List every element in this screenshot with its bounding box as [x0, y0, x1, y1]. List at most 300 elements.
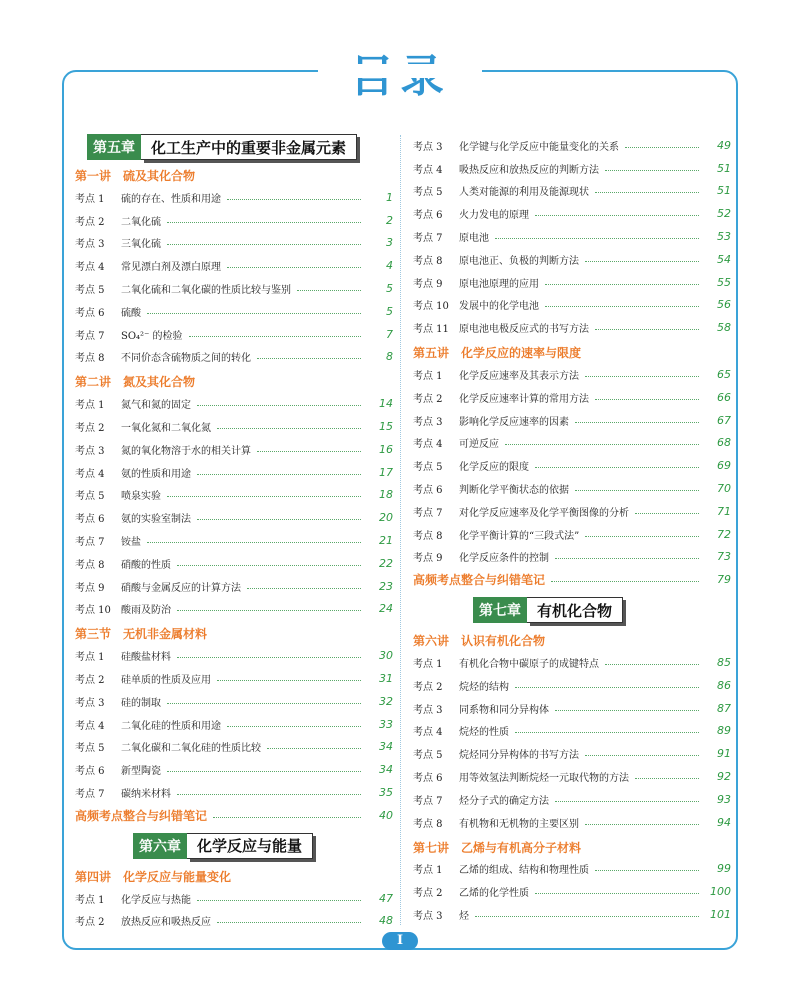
- page-ref: 68: [717, 436, 731, 450]
- chapter-title: 有机化合物: [527, 597, 623, 623]
- entry-label: 考点 3: [413, 416, 443, 428]
- entry-label: 考点 6: [75, 307, 105, 319]
- leader-dots: [189, 336, 361, 337]
- leader-dots: [167, 244, 361, 245]
- toc-entry[interactable]: [413, 880, 731, 903]
- leader-dots: [217, 680, 361, 681]
- page-ref: 71: [717, 504, 731, 518]
- page-ref: 101: [710, 908, 731, 921]
- entry-title: 原电池原理的应用: [459, 278, 539, 290]
- toc-entry[interactable]: [413, 523, 731, 546]
- section-heading[interactable]: 第三节 无机非金属材料: [75, 627, 208, 642]
- leader-dots: [147, 313, 361, 314]
- toc-entry[interactable]: [413, 674, 731, 697]
- entry-title: 化学反应速率计算的常用方法: [459, 393, 589, 405]
- entry-title: 化学反应速率及其表示方法: [459, 371, 579, 383]
- entry-label: 考点 6: [75, 514, 105, 526]
- toc-entry[interactable]: [75, 254, 393, 277]
- entry-title: 烷烃的结构: [459, 681, 509, 693]
- leader-dots: [475, 916, 699, 917]
- page-ref: 89: [717, 724, 731, 738]
- leader-dots: [147, 542, 361, 543]
- leader-dots: [595, 399, 699, 400]
- page-ref: 4: [386, 259, 393, 273]
- entry-title: 化学键与化学反应中能量变化的关系: [459, 141, 619, 153]
- toc-entry[interactable]: [75, 598, 393, 621]
- entry-title: 常见漂白剂及漂白原理: [121, 262, 221, 274]
- page-ref: 100: [710, 885, 731, 899]
- chapter-title: 化工生产中的重要非金属元素: [141, 134, 357, 160]
- entry-title: 判断化学平衡状态的依据: [459, 485, 569, 497]
- entry-label: 考点 5: [75, 743, 105, 755]
- entry-title: 原电池电极反应式的书写方法: [459, 324, 589, 336]
- entry-title: 原电池: [459, 233, 489, 245]
- leader-dots: [177, 794, 361, 795]
- leader-dots: [257, 451, 361, 452]
- toc-entry[interactable]: [75, 667, 393, 690]
- entry-label: 考点 9: [413, 278, 443, 290]
- entry-label: 考点 2: [75, 675, 105, 687]
- entry-title: 硫酸: [121, 307, 141, 319]
- entry-label: 考点 1: [75, 400, 105, 412]
- toc-entry[interactable]: [75, 552, 393, 575]
- toc-entry[interactable]: [413, 697, 731, 720]
- toc-entry[interactable]: [413, 432, 731, 455]
- toc-entry[interactable]: [75, 346, 393, 369]
- page-ref: 51: [717, 184, 731, 198]
- entry-label: 考点 8: [413, 818, 443, 830]
- entry-title: 氮气和氮的固定: [121, 400, 191, 412]
- leader-dots: [555, 801, 699, 802]
- leader-dots: [595, 870, 699, 871]
- chapter-number: 第五章: [87, 134, 141, 160]
- leader-dots: [227, 199, 361, 200]
- page-ref: 58: [717, 321, 731, 335]
- page-ref: 72: [717, 527, 731, 541]
- entry-label: 考点 4: [413, 164, 443, 176]
- entry-label: 考点 5: [75, 491, 105, 503]
- entry-title: 化学反应与热能: [121, 894, 191, 906]
- entry-title: 乙烯的化学性质: [459, 888, 529, 900]
- page-ref: 66: [717, 390, 731, 404]
- entry-title: 烷烃同分异构体的书写方法: [459, 750, 579, 762]
- leader-dots: [585, 376, 699, 377]
- toc-entry[interactable]: [75, 461, 393, 484]
- toc-entry[interactable]: [413, 202, 731, 225]
- leader-dots: [197, 474, 361, 475]
- page-number: I: [382, 932, 418, 950]
- page-ref: 56: [717, 298, 731, 312]
- page-ref: 14: [379, 397, 393, 411]
- page-ref: 91: [717, 747, 731, 761]
- leader-dots: [257, 358, 361, 359]
- page-ref: 21: [379, 534, 393, 548]
- section-heading[interactable]: 第二讲 氮及其化合物: [75, 375, 196, 390]
- entry-label: 考点 2: [75, 917, 105, 929]
- entry-title: 一氧化氮和二氧化氮: [121, 423, 211, 435]
- entry-title: 烷烃的性质: [459, 727, 509, 739]
- entry-label: 考点 3: [75, 445, 105, 457]
- leader-dots: [167, 703, 361, 704]
- toc-entry[interactable]: [75, 323, 393, 346]
- toc-left-column: [75, 134, 393, 932]
- leader-dots: [551, 581, 699, 582]
- entry-title: 喷泉实验: [121, 491, 161, 503]
- entry-label: 考点 7: [75, 330, 105, 342]
- entry-label: 考点 3: [75, 697, 105, 709]
- entry-title: 发展中的化学电池: [459, 301, 539, 313]
- summary-title: 高频考点整合与纠错笔记: [75, 808, 208, 823]
- page-ref: 33: [379, 717, 393, 731]
- toc-entry[interactable]: [75, 575, 393, 598]
- leader-dots: [535, 215, 699, 216]
- page-ref: 47: [379, 891, 393, 905]
- entry-label: 考点 3: [413, 704, 443, 716]
- leader-dots: [545, 284, 699, 285]
- page-ref: 52: [717, 207, 731, 221]
- entry-title: 三氧化硫: [121, 239, 161, 251]
- page-ref: 35: [379, 786, 393, 800]
- entry-title: 二氧化硫: [121, 216, 161, 228]
- entry-title: 二氧化硅的性质和用途: [121, 720, 221, 732]
- page-ref: 5: [386, 304, 393, 318]
- toc-entry[interactable]: [413, 651, 731, 674]
- toc-entry[interactable]: [75, 277, 393, 300]
- chapter-number: 第六章: [133, 833, 187, 859]
- toc-entry[interactable]: [413, 363, 731, 386]
- page-ref: 1: [386, 190, 393, 204]
- toc-entry[interactable]: [413, 858, 731, 881]
- leader-dots: [555, 710, 699, 711]
- leader-dots: [535, 467, 699, 468]
- toc-entry[interactable]: [413, 157, 731, 180]
- leader-dots: [605, 170, 699, 171]
- entry-title: 碳纳米材料: [121, 789, 171, 801]
- toc-entry[interactable]: [75, 713, 393, 736]
- leader-dots: [555, 558, 699, 559]
- entry-label: 考点 1: [413, 865, 443, 877]
- entry-title: 有机物和无机物的主要区别: [459, 818, 579, 830]
- page-ref: 49: [717, 138, 731, 152]
- frame-title-gap: [318, 64, 482, 78]
- section-heading[interactable]: 第四讲 化学反应与能量变化: [75, 869, 232, 884]
- page-ref: 7: [386, 327, 393, 341]
- toc-entry[interactable]: [75, 644, 393, 667]
- entry-label: 考点 3: [413, 141, 443, 153]
- toc-entry[interactable]: [413, 294, 731, 317]
- toc-entry[interactable]: [75, 887, 393, 910]
- toc-entry[interactable]: [413, 271, 731, 294]
- leader-dots: [515, 687, 699, 688]
- leader-dots: [585, 824, 699, 825]
- leader-dots: [247, 588, 361, 589]
- leader-dots: [495, 238, 699, 239]
- summary-entry[interactable]: [75, 804, 393, 827]
- entry-title: 硅的制取: [121, 697, 161, 709]
- entry-label: 考点 5: [75, 285, 105, 297]
- column-divider: [400, 135, 401, 925]
- entry-title: 化学平衡计算的“三段式法”: [459, 530, 580, 542]
- entry-title: 硫的存在、性质和用途: [121, 193, 221, 205]
- chapter-title: 化学反应与能量: [187, 833, 313, 859]
- page-ref: 40: [379, 808, 393, 822]
- toc-entry[interactable]: [75, 209, 393, 232]
- page-ref: 69: [717, 459, 731, 473]
- toc-entry[interactable]: [413, 720, 731, 743]
- leader-dots: [505, 444, 699, 445]
- leader-dots: [177, 565, 361, 566]
- entry-title: 新型陶瓷: [121, 766, 161, 778]
- page-ref: 22: [379, 556, 393, 570]
- page-ref: 3: [386, 236, 393, 250]
- toc-entry[interactable]: [413, 386, 731, 409]
- section-heading[interactable]: 第五讲 化学反应的速率与限度: [413, 346, 582, 361]
- entry-label: 考点 3: [413, 911, 443, 922]
- entry-title: 吸热反应和放热反应的判断方法: [459, 164, 599, 176]
- leader-dots: [595, 329, 699, 330]
- leader-dots: [635, 778, 699, 779]
- leader-dots: [575, 422, 699, 423]
- page-ref: 15: [379, 420, 393, 434]
- entry-label: 考点 1: [413, 659, 443, 671]
- entry-title: 同系物和同分异构体: [459, 704, 549, 716]
- toc-entry[interactable]: [75, 484, 393, 507]
- toc-entry[interactable]: [413, 225, 731, 248]
- leader-dots: [515, 732, 699, 733]
- entry-label: 考点 5: [413, 187, 443, 199]
- page-ref: 16: [379, 442, 393, 456]
- leader-dots: [213, 817, 361, 818]
- entry-label: 考点 8: [413, 530, 443, 542]
- entry-title: 可逆反应: [459, 439, 499, 451]
- chapter-number: 第七章: [473, 597, 527, 623]
- page-ref: 94: [717, 815, 731, 829]
- leader-dots: [177, 657, 361, 658]
- entry-label: 考点 6: [75, 766, 105, 778]
- entry-title: 化学反应条件的控制: [459, 553, 549, 565]
- toc-entry[interactable]: [413, 134, 731, 157]
- toc-entry[interactable]: [75, 910, 393, 933]
- toc-entry[interactable]: [413, 788, 731, 811]
- toc-entry[interactable]: [75, 232, 393, 255]
- leader-dots: [297, 290, 361, 291]
- chapter-7-heading[interactable]: [473, 597, 731, 623]
- entry-title: 二氧化硫和二氧化碳的性质比较与鉴别: [121, 285, 291, 297]
- leader-dots: [197, 900, 361, 901]
- entry-label: 考点 7: [75, 789, 105, 801]
- page-ref: 24: [379, 602, 393, 616]
- entry-label: 考点 3: [75, 239, 105, 251]
- entry-title: 不同价态含硫物质之间的转化: [121, 353, 251, 365]
- section-heading[interactable]: 第一讲 硫及其化合物: [75, 169, 196, 183]
- page-ref: 55: [717, 275, 731, 289]
- page-ref: 34: [379, 763, 393, 777]
- entry-label: 考点 4: [75, 468, 105, 480]
- page-ref: 92: [717, 770, 731, 784]
- entry-label: 考点 1: [75, 193, 105, 205]
- entry-title: 有机化合物中碳原子的成键特点: [459, 659, 599, 671]
- leader-dots: [605, 664, 699, 665]
- leader-dots: [585, 755, 699, 756]
- entry-title: 硝酸与金属反应的计算方法: [121, 582, 241, 594]
- toc-entry[interactable]: [75, 438, 393, 461]
- entry-label: 考点 7: [413, 795, 443, 807]
- page-ref: 23: [379, 579, 393, 593]
- entry-label: 考点 5: [413, 462, 443, 474]
- entry-title: 酸雨及防治: [121, 605, 171, 617]
- entry-label: 考点 6: [413, 210, 443, 222]
- page-ref: 73: [717, 550, 731, 564]
- entry-label: 考点 7: [75, 537, 105, 549]
- page-ref: 51: [717, 161, 731, 175]
- entry-title: 烃: [459, 911, 469, 922]
- toc-entry[interactable]: [75, 186, 393, 209]
- entry-label: 考点 6: [413, 773, 443, 785]
- leader-dots: [197, 405, 361, 406]
- entry-label: 考点 5: [413, 750, 443, 762]
- page-ref: 99: [717, 862, 731, 876]
- entry-title: 氨的实验室制法: [121, 514, 191, 526]
- entry-title: 对化学反应速率及化学平衡图像的分析: [459, 507, 629, 519]
- entry-label: 考点 8: [413, 255, 443, 267]
- entry-label: 考点 1: [75, 652, 105, 664]
- toc-entry[interactable]: [75, 529, 393, 552]
- entry-label: 考点 10: [75, 605, 111, 617]
- toc-entry[interactable]: [413, 903, 731, 926]
- section-heading[interactable]: 第七讲 乙烯与有机高分子材料: [413, 840, 582, 855]
- leader-dots: [167, 771, 361, 772]
- toc-entry[interactable]: [75, 300, 393, 323]
- entry-label: 考点 7: [413, 233, 443, 245]
- chapter-6-heading[interactable]: [133, 833, 393, 859]
- entry-label: 考点 9: [413, 553, 443, 565]
- entry-title: 用等效氢法判断烷烃一元取代物的方法: [459, 773, 629, 785]
- entry-title: 化学反应的限度: [459, 462, 529, 474]
- entry-title: 硅酸盐材料: [121, 652, 171, 664]
- page-ref: 53: [717, 230, 731, 244]
- entry-label: 考点 4: [413, 727, 443, 739]
- entry-title: 硅单质的性质及应用: [121, 675, 211, 687]
- entry-label: 考点 2: [75, 423, 105, 435]
- leader-dots: [585, 261, 699, 262]
- entry-title: 铵盐: [121, 537, 141, 549]
- entry-title: 氨的性质和用途: [121, 468, 191, 480]
- leader-dots: [167, 222, 361, 223]
- page-ref: 65: [717, 368, 731, 382]
- entry-title: 烃分子式的确定方法: [459, 795, 549, 807]
- entry-label: 考点 1: [413, 371, 443, 383]
- leader-dots: [585, 536, 699, 537]
- toc-entry[interactable]: [75, 415, 393, 438]
- toc-entry[interactable]: [75, 758, 393, 781]
- entry-label: 考点 4: [75, 720, 105, 732]
- leader-dots: [625, 147, 699, 148]
- leader-dots: [535, 893, 699, 894]
- page-ref: 79: [717, 573, 731, 587]
- leader-dots: [635, 513, 699, 514]
- toc-entry[interactable]: [413, 811, 731, 834]
- page-ref: 93: [717, 792, 731, 806]
- entry-label: 考点 10: [413, 301, 449, 313]
- entry-label: 考点 4: [75, 262, 105, 274]
- toc-entry[interactable]: [413, 454, 731, 477]
- section-heading[interactable]: 第六讲 认识有机化合物: [413, 634, 546, 649]
- entry-title: 影响化学反应速率的因素: [459, 416, 569, 428]
- summary-title: 高频考点整合与纠错笔记: [413, 573, 546, 588]
- entry-label: 考点 9: [75, 582, 105, 594]
- entry-title: 乙烯的组成、结构和物理性质: [459, 865, 589, 877]
- entry-label: 考点 1: [75, 894, 105, 906]
- toc-entry[interactable]: [75, 690, 393, 713]
- page-ref: 8: [386, 350, 393, 364]
- toc-entry[interactable]: [75, 392, 393, 415]
- toc-entry[interactable]: [75, 781, 393, 804]
- leader-dots: [177, 610, 361, 611]
- entry-title: 火力发电的原理: [459, 210, 529, 222]
- leader-dots: [545, 306, 699, 307]
- page-ref: 30: [379, 649, 393, 663]
- entry-title: 氮的氧化物溶于水的相关计算: [121, 445, 251, 457]
- entry-title: 放热反应和吸热反应: [121, 917, 211, 929]
- toc-entry[interactable]: [413, 500, 731, 523]
- toc-entry[interactable]: [413, 409, 731, 432]
- leader-dots: [167, 496, 361, 497]
- toc-entry[interactable]: [413, 742, 731, 765]
- entry-title: SO₄²⁻ 的检验: [121, 330, 183, 342]
- toc-entry[interactable]: [75, 736, 393, 759]
- page-ref: 31: [379, 672, 393, 686]
- entry-label: 考点 8: [75, 353, 105, 365]
- page-ref: 54: [717, 252, 731, 266]
- leader-dots: [595, 192, 699, 193]
- page-ref: 17: [379, 465, 393, 479]
- toc-entry[interactable]: [75, 506, 393, 529]
- leader-dots: [217, 922, 361, 923]
- entry-label: 考点 11: [413, 324, 449, 336]
- page-ref: 20: [379, 511, 393, 525]
- page-ref: 5: [386, 282, 393, 296]
- leader-dots: [197, 519, 361, 520]
- page-ref: 70: [717, 482, 731, 496]
- toc-entry[interactable]: [413, 316, 731, 339]
- entry-label: 考点 2: [413, 393, 443, 405]
- page-ref: 86: [717, 678, 731, 692]
- page-ref: 67: [717, 413, 731, 427]
- toc-entry[interactable]: [413, 248, 731, 271]
- toc-entry[interactable]: [413, 546, 731, 569]
- entry-title: 二氧化碳和二氧化硅的性质比较: [121, 743, 261, 755]
- toc-entry[interactable]: [413, 477, 731, 500]
- page-ref: 48: [379, 914, 393, 928]
- entry-label: 考点 2: [413, 888, 443, 900]
- page-ref: 2: [386, 213, 393, 227]
- entry-label: 考点 4: [413, 439, 443, 451]
- leader-dots: [575, 490, 699, 491]
- chapter-5-heading[interactable]: [87, 134, 393, 160]
- page-ref: 87: [717, 701, 731, 715]
- toc-right-column: [413, 134, 731, 926]
- toc-entry[interactable]: [413, 180, 731, 203]
- summary-entry[interactable]: [413, 568, 731, 591]
- entry-label: 考点 2: [413, 681, 443, 693]
- leader-dots: [227, 267, 361, 268]
- toc-entry[interactable]: [413, 765, 731, 788]
- entry-title: 人类对能源的利用及能源现状: [459, 187, 589, 199]
- entry-label: 考点 7: [413, 507, 443, 519]
- entry-label: 考点 2: [75, 216, 105, 228]
- leader-dots: [227, 726, 361, 727]
- page-ref: 18: [379, 488, 393, 502]
